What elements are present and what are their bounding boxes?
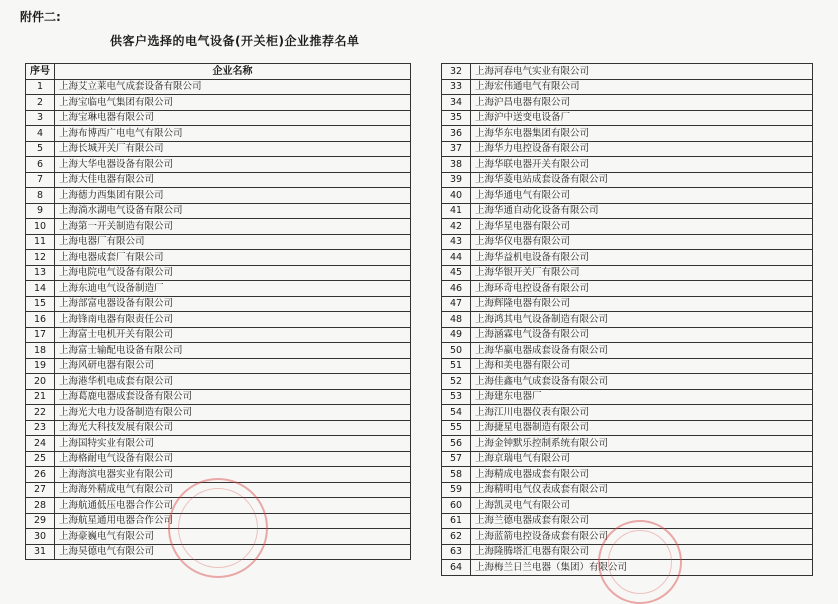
company-name: 上海布博西广电电气有限公司: [55, 126, 411, 142]
column-header-number: 序号: [26, 64, 55, 80]
page-title: 供客户选择的电气设备(开关柜)企业推荐名单: [110, 34, 360, 48]
table-row: [26, 498, 411, 514]
table-row: [26, 405, 411, 421]
company-name: 上海第一开关制造有限公司: [55, 219, 411, 235]
company-name: 上海华嬴电器成套设备有限公司: [471, 343, 813, 359]
company-name: 上海江川电器仪表有限公司: [471, 405, 813, 421]
row-number: 8: [26, 188, 55, 204]
table-row: [442, 110, 813, 126]
company-name: 上海凯灵电气有限公司: [471, 498, 813, 514]
table-row: [442, 312, 813, 328]
table-row: [26, 529, 411, 545]
company-name: 上海风研电器有限公司: [55, 358, 411, 374]
attachment-label: 附件二:: [20, 10, 61, 24]
table-row: [26, 281, 411, 297]
table-header-row: [26, 64, 411, 80]
company-name: 上海宝临电气集团有限公司: [55, 95, 411, 111]
row-number: 35: [442, 110, 471, 126]
table-row: [442, 374, 813, 390]
row-number: 23: [26, 420, 55, 436]
company-name: 上海光大电力设备制造有限公司: [55, 405, 411, 421]
row-number: 39: [442, 172, 471, 188]
company-name: 上海东迪电气设备制造厂: [55, 281, 411, 297]
row-number: 34: [442, 95, 471, 111]
company-name: 上海佳鑫电气成套设备有限公司: [471, 374, 813, 390]
row-number: 63: [442, 544, 471, 560]
row-number: 16: [26, 312, 55, 328]
table-row: [26, 188, 411, 204]
column-header-company-name: 企业名称: [55, 64, 411, 80]
row-number: 38: [442, 157, 471, 173]
row-number: 58: [442, 467, 471, 483]
company-name: 上海德力西集团有限公司: [55, 188, 411, 204]
row-number: 60: [442, 498, 471, 514]
table-row: [26, 420, 411, 436]
row-number: 57: [442, 451, 471, 467]
table-row: [442, 64, 813, 80]
company-name: 上海华菱电站成套设备有限公司: [471, 172, 813, 188]
table-row: [26, 451, 411, 467]
company-name: 上海捷星电器制造有限公司: [471, 420, 813, 436]
row-number: 43: [442, 234, 471, 250]
row-number: 56: [442, 436, 471, 452]
table-row: [442, 327, 813, 343]
company-name: 上海华力电控设备有限公司: [471, 141, 813, 157]
company-name: 上海蓝箭电控设备成套有限公司: [471, 529, 813, 545]
row-number: 45: [442, 265, 471, 281]
company-name: 上海富士电机开关有限公司: [55, 327, 411, 343]
table-row: [26, 110, 411, 126]
company-name: 上海兰德电器成套有限公司: [471, 513, 813, 529]
row-number: 40: [442, 188, 471, 204]
row-number: 32: [442, 64, 471, 80]
table-row: [26, 250, 411, 266]
row-number: 2: [26, 95, 55, 111]
row-number: 14: [26, 281, 55, 297]
table-row: [442, 544, 813, 560]
row-number: 59: [442, 482, 471, 498]
company-name: 上海华通电气有限公司: [471, 188, 813, 204]
row-number: 21: [26, 389, 55, 405]
company-name: 上海格耐电气设备有限公司: [55, 451, 411, 467]
table-row: [26, 482, 411, 498]
table-row: [442, 172, 813, 188]
company-name: 上海沪昌电器有限公司: [471, 95, 813, 111]
table-row: [442, 405, 813, 421]
table-row: [26, 141, 411, 157]
table-row: [26, 157, 411, 173]
table-row: [26, 327, 411, 343]
company-name: 上海淌水湖电气设备有限公司: [55, 203, 411, 219]
table-row: [442, 560, 813, 576]
row-number: 5: [26, 141, 55, 157]
company-name: 上海港华机电成套有限公司: [55, 374, 411, 390]
table-row: [442, 513, 813, 529]
company-name: 上海华星电器有限公司: [471, 219, 813, 235]
row-number: 6: [26, 157, 55, 173]
company-name: 上海富士输配电设备有限公司: [55, 343, 411, 359]
table-row: [26, 436, 411, 452]
company-name: 上海海外精成电气有限公司: [55, 482, 411, 498]
company-name: 上海华益机电设备有限公司: [471, 250, 813, 266]
company-name: 上海华东电器集团有限公司: [471, 126, 813, 142]
company-name: 上海精成电器成套有限公司: [471, 467, 813, 483]
company-name: 上海葛鹿电器成套设备有限公司: [55, 389, 411, 405]
company-name: 上海金钟默乐控制系统有限公司: [471, 436, 813, 452]
row-number: 12: [26, 250, 55, 266]
table-row: [442, 141, 813, 157]
row-number: 28: [26, 498, 55, 514]
table-row: [26, 374, 411, 390]
table-row: [26, 234, 411, 250]
table-row: [26, 203, 411, 219]
row-number: 13: [26, 265, 55, 281]
company-name: 上海宏伟通电气有限公司: [471, 79, 813, 95]
company-name: 上海电器厂有限公司: [55, 234, 411, 250]
table-row: [26, 95, 411, 111]
company-name: 上海国特实业有限公司: [55, 436, 411, 452]
company-name: 上海大华电器设备有限公司: [55, 157, 411, 173]
row-number: 41: [442, 203, 471, 219]
row-number: 19: [26, 358, 55, 374]
company-name: 上海宝琳电器有限公司: [55, 110, 411, 126]
table-row: [442, 219, 813, 235]
company-name: 上海航星通用电器合作公司: [55, 513, 411, 529]
table-row: [442, 420, 813, 436]
row-number: 55: [442, 420, 471, 436]
company-name: 上海河春电气实业有限公司: [471, 64, 813, 80]
row-number: 30: [26, 529, 55, 545]
company-name: 上海涵霖电气设备有限公司: [471, 327, 813, 343]
table-row: [442, 498, 813, 514]
row-number: 54: [442, 405, 471, 421]
table-row: [442, 436, 813, 452]
row-number: 20: [26, 374, 55, 390]
table-row: [442, 358, 813, 374]
table-row: [442, 250, 813, 266]
table-row: [442, 157, 813, 173]
company-name: 上海华通自动化设备有限公司: [471, 203, 813, 219]
table-row: [442, 467, 813, 483]
company-name: 上海沪中送变电设备厂: [471, 110, 813, 126]
company-name: 上海昊德电气有限公司: [55, 544, 411, 560]
row-number: 50: [442, 343, 471, 359]
row-number: 52: [442, 374, 471, 390]
table-row: [26, 312, 411, 328]
row-number: 53: [442, 389, 471, 405]
company-name: 上海航通低压电器合作公司: [55, 498, 411, 514]
table-row: [26, 265, 411, 281]
company-name: 上海海滨电器实业有限公司: [55, 467, 411, 483]
company-name: 上海电院电气设备有限公司: [55, 265, 411, 281]
company-name: 上海光大科技发展有限公司: [55, 420, 411, 436]
row-number: 24: [26, 436, 55, 452]
table-row: [442, 95, 813, 111]
table-row: [442, 482, 813, 498]
company-name: 上海和美电器有限公司: [471, 358, 813, 374]
company-name: 上海大佳电器有限公司: [55, 172, 411, 188]
table-row: [442, 203, 813, 219]
company-name: 上海京瑞电气有限公司: [471, 451, 813, 467]
table-row: [442, 79, 813, 95]
company-name: 上海华联电器开关有限公司: [471, 157, 813, 173]
row-number: 37: [442, 141, 471, 157]
company-name: 上海建东电器厂: [471, 389, 813, 405]
table-row: [26, 389, 411, 405]
company-table-left: [25, 63, 411, 560]
table-row: [442, 265, 813, 281]
row-number: 17: [26, 327, 55, 343]
row-number: 33: [442, 79, 471, 95]
table-row: [442, 451, 813, 467]
table-row: [26, 358, 411, 374]
row-number: 42: [442, 219, 471, 235]
row-number: 3: [26, 110, 55, 126]
company-name: 上海精明电气仪表成套有限公司: [471, 482, 813, 498]
row-number: 22: [26, 405, 55, 421]
table-row: [26, 79, 411, 95]
company-name: 上海部富电器设备有限公司: [55, 296, 411, 312]
company-name: 上海锋南电器有限责任公司: [55, 312, 411, 328]
row-number: 36: [442, 126, 471, 142]
company-name: 上海鸿其电气设备制造有限公司: [471, 312, 813, 328]
table-row: [442, 234, 813, 250]
table-row: [26, 513, 411, 529]
row-number: 61: [442, 513, 471, 529]
company-name: 上海长城开关厂有限公司: [55, 141, 411, 157]
row-number: 26: [26, 467, 55, 483]
table-row: [26, 467, 411, 483]
table-row: [26, 219, 411, 235]
row-number: 51: [442, 358, 471, 374]
company-name: 上海电器成套厂有限公司: [55, 250, 411, 266]
table-row: [442, 281, 813, 297]
row-number: 48: [442, 312, 471, 328]
company-table-right: [441, 63, 813, 576]
row-number: 46: [442, 281, 471, 297]
row-number: 49: [442, 327, 471, 343]
row-number: 25: [26, 451, 55, 467]
table-row: [442, 529, 813, 545]
company-name: 上海隆腾塔汇电器有限公司: [471, 544, 813, 560]
company-name: 上海辉隆电器有限公司: [471, 296, 813, 312]
company-name: 上海梅兰日兰电器（集团）有限公司: [471, 560, 813, 576]
row-number: 9: [26, 203, 55, 219]
row-number: 4: [26, 126, 55, 142]
row-number: 7: [26, 172, 55, 188]
company-name: 上海环奇电控设备有限公司: [471, 281, 813, 297]
row-number: 15: [26, 296, 55, 312]
table-row: [26, 544, 411, 560]
row-number: 18: [26, 343, 55, 359]
row-number: 1: [26, 79, 55, 95]
table-row: [442, 126, 813, 142]
row-number: 62: [442, 529, 471, 545]
row-number: 27: [26, 482, 55, 498]
company-name: 上海华银开关厂有限公司: [471, 265, 813, 281]
table-row: [442, 188, 813, 204]
company-name: 上海华仪电器有限公司: [471, 234, 813, 250]
table-row: [26, 343, 411, 359]
row-number: 29: [26, 513, 55, 529]
company-name: 上海豪巍电气有限公司: [55, 529, 411, 545]
row-number: 10: [26, 219, 55, 235]
table-row: [442, 296, 813, 312]
table-row: [26, 172, 411, 188]
table-row: [442, 343, 813, 359]
row-number: 31: [26, 544, 55, 560]
table-row: [442, 389, 813, 405]
company-name: 上海艾立莱电气成套设备有限公司: [55, 79, 411, 95]
row-number: 11: [26, 234, 55, 250]
row-number: 64: [442, 560, 471, 576]
row-number: 44: [442, 250, 471, 266]
table-row: [26, 296, 411, 312]
table-row: [26, 126, 411, 142]
row-number: 47: [442, 296, 471, 312]
